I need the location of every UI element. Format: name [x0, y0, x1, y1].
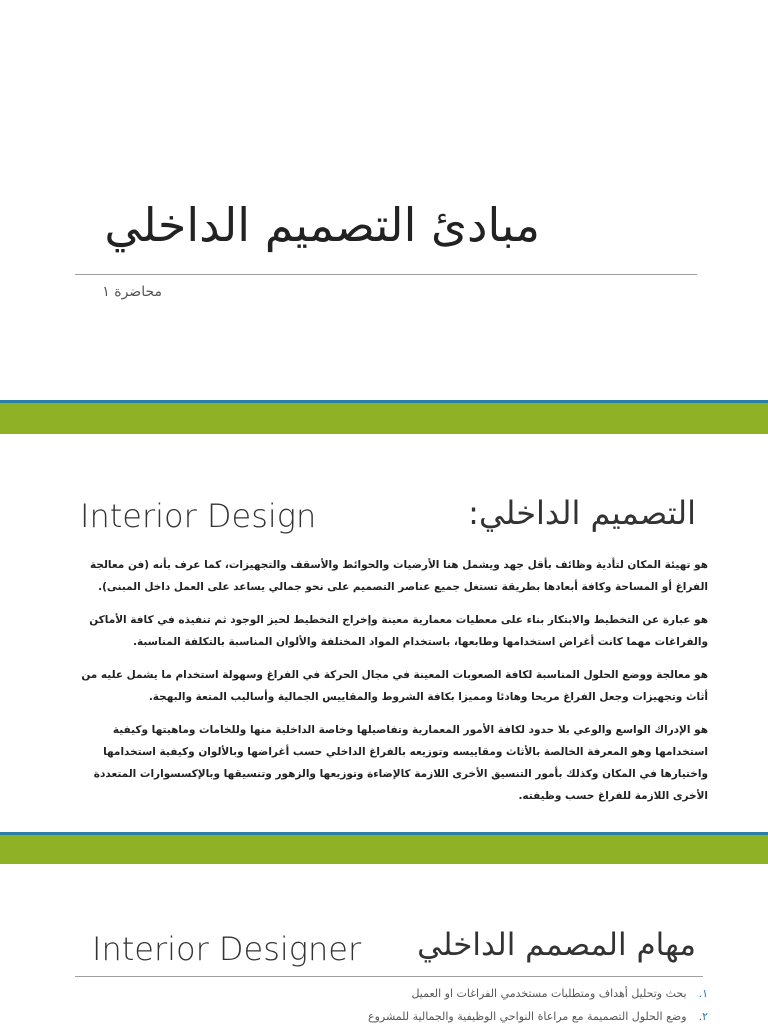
slide-title-arabic: التصميم الداخلي:: [468, 494, 696, 532]
slide-subtitle: محاضرة ١: [102, 284, 162, 300]
list-item-text: بحث وتحليل أهداف ومتطلبات مستخدمي الفراغات او العميل: [411, 987, 687, 1000]
list-item: [368, 1005, 708, 1024]
slide-title-english: Interior Design: [80, 497, 317, 535]
interior-design-slide: [0, 434, 768, 832]
list-item: [368, 982, 708, 1005]
definition-body: [66, 554, 708, 818]
divider-accent-line: [0, 400, 768, 403]
slide-divider: [0, 832, 768, 864]
definition-paragraph: هو الإدراك الواسع والوعي بلا حدود لكافة الأمور المعمارية وتفاصيلها وخاصة الداخلية منها وللخامات وماهيتها وكيفية استخدامها وهو المعرفة الخالصة بالأثاث ومقاييسه وتوزيعه بالفراغ الداخلي حسب أغراضها وبالألوان وكيفية استخدامها واختيارها في المكان وكذلك بأمور التنسيق الأخرى اللازمة كالإضاءة وتوزيعها والزهور وتنسيقها وبالإكسسوارات المتعددة الأخرى اللازمة للفراغ حسب وظيفته.: [93, 724, 708, 802]
slide-title-english: Interior Designer: [92, 930, 362, 968]
definition-paragraph: هو عبارة عن التخطيط والابتكار بناء على معطيات معمارية معينة وإخراج التخطيط لحيز الوجود ثم تنفيذه في كافة الأماكن والفراغات مهما كانت أغراض استخدامها وطابعها، باستخدام المواد المختلفة والألوان المناسبة بالتكلفة المناسبة.: [89, 614, 708, 648]
slide-divider: [0, 400, 768, 434]
tasks-list: [368, 982, 708, 1024]
definition-paragraph: هو تهيئة المكان لتأدية وظائف بأقل جهد ويشمل هنا الأرضيات والحوائط والأسقف والتجهيزات، كما عرف بأنه (فن معالجة الفراغ أو المساحة وكافة أبعادها بطريقة تستغل جميع عناصر التصميم على نحو جمالي يساعد على العمل داخل المبنى).: [90, 559, 708, 593]
definition-paragraph: هو معالجة ووضع الحلول المناسبة لكافة الصعوبات المعينة في مجال الحركة في الفراغ وسهولة استخدام ما يشمل عليه من أثاث وتجهيزات وجعل الفراغ مريحا وهادئا ومميزا بكافة الشروط والمقاييس الجمالية وأساليب المتعة والبهجة.: [81, 669, 708, 703]
title-rule: [75, 274, 697, 275]
slide-title: مبادئ التصميم الداخلي: [104, 198, 540, 252]
list-item-number: ١.: [698, 987, 708, 1000]
list-item-text: وضع الحلول التصميمة مع مراعاة النواحي الوظيفية والجمالية للمشروع: [368, 1010, 687, 1023]
interior-designer-slide: [0, 864, 768, 1024]
divider-accent-line: [0, 832, 768, 835]
list-item-number: ٢.: [698, 1010, 708, 1023]
slide-title-arabic: مهام المصمم الداخلي: [417, 927, 696, 963]
title-rule: [75, 976, 703, 977]
title-slide: [0, 0, 768, 400]
